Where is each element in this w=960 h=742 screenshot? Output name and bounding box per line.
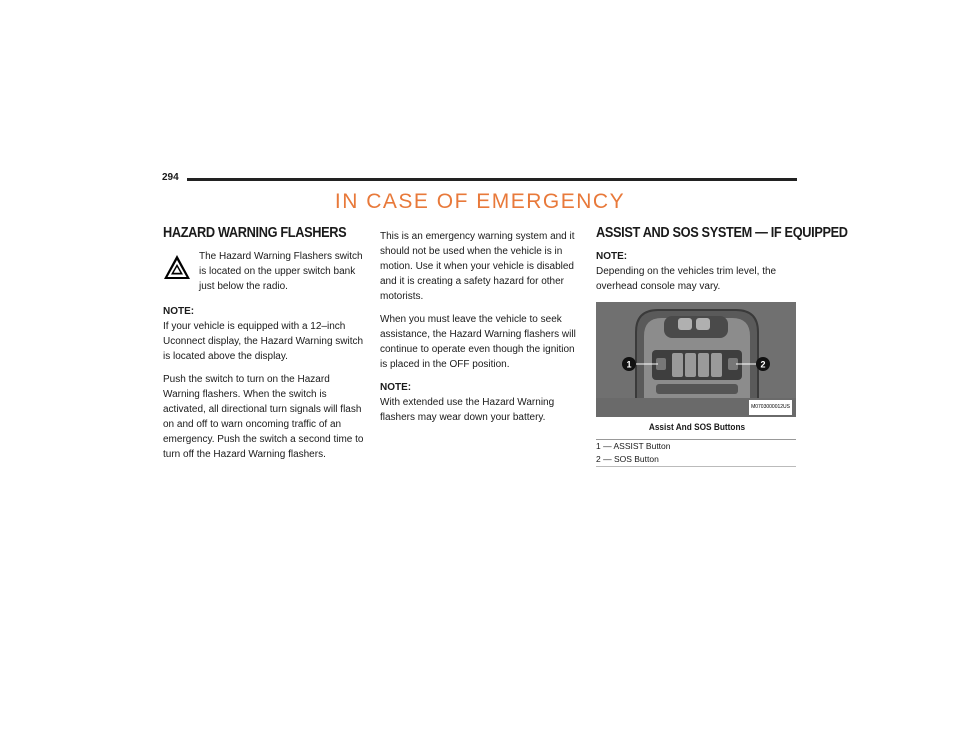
assist-note <box>596 249 798 294</box>
note-label: NOTE: <box>163 306 195 317</box>
legend-item-sos: 2 — SOS Button <box>596 453 796 467</box>
column-left <box>163 226 368 470</box>
hazard-paragraph-3: When you must leave the vehicle to seek assistance, the Hazard Warning flashers will continue to operate even though the ignition is placed in the OFF position. <box>380 314 576 370</box>
legend-item-assist: 1 — ASSIST Button <box>596 441 671 451</box>
hazard-heading: HAZARD WARNING FLASHERS <box>163 225 347 241</box>
hazard-paragraph-2: This is an emergency warning system and it should not be used when the vehicle is in motion. Use it when your vehicle is disabled and it is creating a safety hazard for other motorists. <box>380 231 575 302</box>
overhead-console-figure <box>596 302 796 417</box>
hazard-triangle-icon <box>163 253 191 281</box>
callout-2: 2 <box>760 359 766 370</box>
chapter-title: IN CASE OF EMERGENCY <box>334 190 626 213</box>
note-label: NOTE: <box>380 382 412 393</box>
note-label: NOTE: <box>596 251 628 262</box>
hazard-paragraph-1: Push the switch to turn on the Hazard Warning flashers. When the switch is activated, all directional turn signals will flash on and off to warn oncoming traffic of an emergency. Push the switch a second time to turn off the Hazard Warning flashers. <box>163 374 364 460</box>
note-text: With extended use the Hazard Warning flashers may wear down your battery. <box>380 397 555 423</box>
header-rule <box>187 178 797 181</box>
column-middle <box>380 229 580 433</box>
note-text: If your vehicle is equipped with a 12–inch Uconnect display, the Hazard Warning switch is located above the display. <box>163 321 364 362</box>
figure-legend <box>596 439 796 467</box>
hazard-note-2 <box>380 380 580 425</box>
callout-1: 1 <box>626 359 632 370</box>
page-number: 294 <box>162 172 179 183</box>
figure-caption: Assist And SOS Buttons <box>648 422 746 432</box>
note-text: Depending on the vehicles trim level, the overhead console may vary. <box>596 266 777 292</box>
hazard-intro: The Hazard Warning Flashers switch is located on the upper switch bank just below the radio. <box>199 251 363 292</box>
figure-code: M0703000012US <box>749 400 792 415</box>
column-right <box>596 225 848 467</box>
hazard-note <box>163 304 368 364</box>
assist-heading: ASSIST AND SOS SYSTEM — IF EQUIPPED <box>596 225 848 241</box>
hazard-intro-block <box>163 249 368 294</box>
